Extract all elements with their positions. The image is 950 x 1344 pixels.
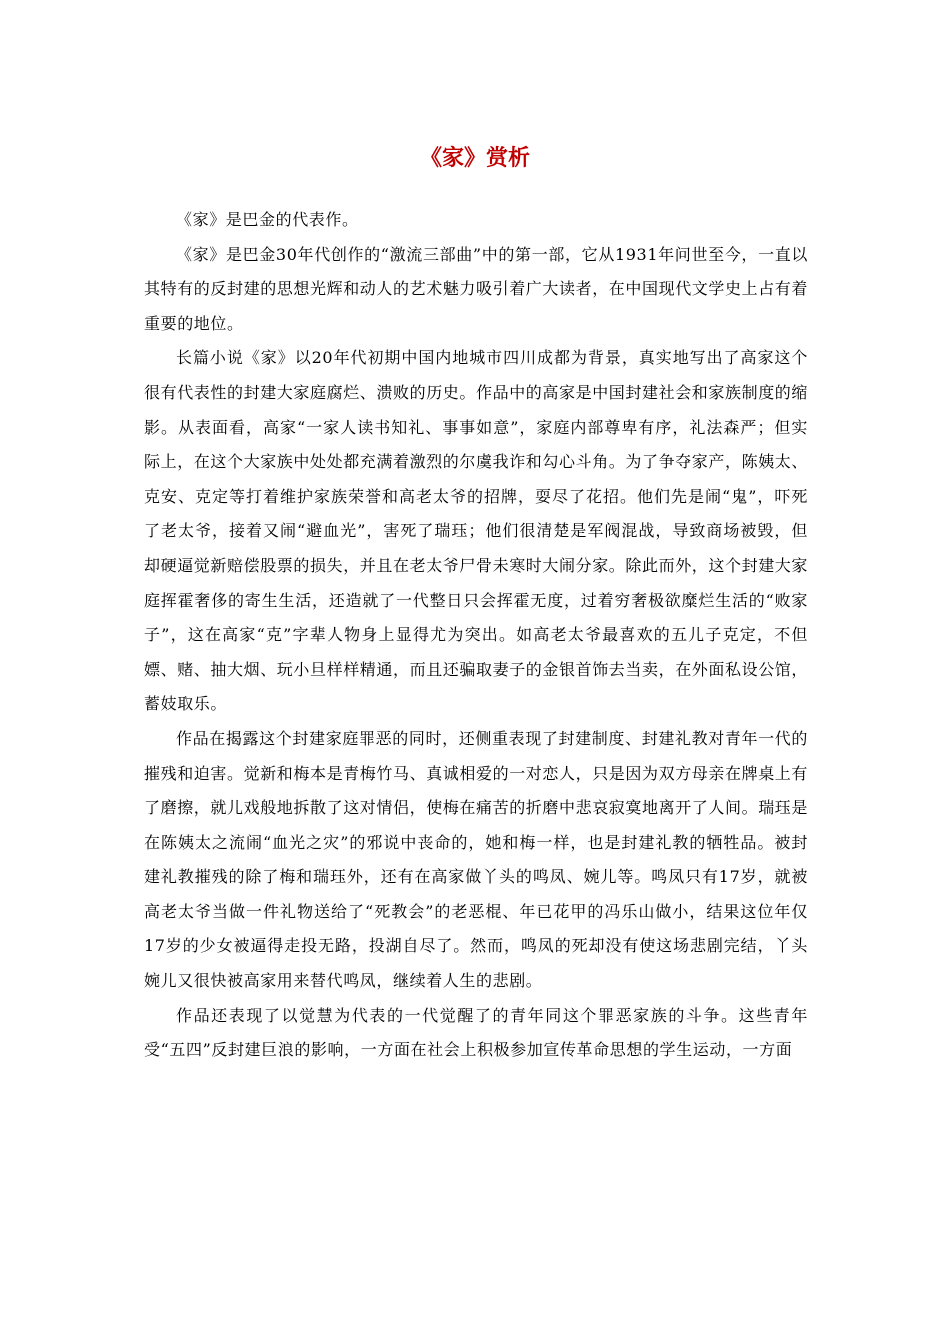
document-body <box>144 203 808 1068</box>
document-title: 《家》赏析 <box>419 145 530 171</box>
paragraph-1: 《家》是巴金的代表作。 <box>176 210 359 229</box>
paragraph-5: 作品还表现了以觉慧为代表的一代觉醒了的青年同这个罪恶家族的斗争。这些青年受“五四”反封建巨浪的影响，一方面在社会上积极参加宣传革命思想的学生运动，一方面 <box>144 1005 808 1060</box>
paragraph-2: 《家》是巴金30年代创作的“激流三部曲”中的第一部，它从1931年问世至今，一直以其特有的反封建的思想光辉和动人的艺术魅力吸引着广大读者，在中国现代文学史上占有着重要的地位。 <box>144 244 809 333</box>
paragraph-4: 作品在揭露这个封建家庭罪恶的同时，还侧重表现了封建制度、封建礼教对青年一代的摧残和迫害。觉新和梅本是青梅竹马、真诚相爱的一对恋人，只是因为双方母亲在牌桌上有了磨擦，就儿戏般地拆散了这对情侣，使梅在痛苦的折磨中悲哀寂寞地离开了人间。瑞珏是在陈姨太之流闹“血光之灾”的邪说中丧命的，她和梅一样，也是封建礼教的牺牲品。被封建礼教摧残的除了梅和瑞珏外，还有在高家做丫头的鸣凤、婉儿等。鸣凤只有17岁，就被高老太爷当做一件礼物送给了“死教会”的老恶棍、年已花甲的冯乐山做小，结果这位年仅17岁的少女被逼得走投无路，投湖自尽了。然而，鸣凤的死却没有使这场悲剧完结，丫头婉儿又很快被高家用来替代鸣凤，继续着人生的悲剧。 <box>144 728 809 991</box>
paragraph-3: 长篇小说《家》以20年代初期中国内地城市四川成都为背景，真实地写出了高家这个很有代表性的封建大家庭腐烂、溃败的历史。作品中的高家是中国封建社会和家族制度的缩影。从表面看，高家“一家人读书知礼、事事如意”，家庭内部尊卑有序，礼法森严；但实际上，在这个大家族中处处都充满着激烈的尔虞我诈和勾心斗角。为了争夺家产，陈姨太、克安、克定等打着维护家族荣誉和高老太爷的招牌，耍尽了花招。他们先是闹“鬼”，吓死了老太爷，接着又闹“避血光”，害死了瑞珏；他们很清楚是军阀混战，导致商场被毁，但却硬逼觉新赔偿股票的损失，并且在老太爷尸骨未寒时大闹分家。除此而外，这个封建大家庭挥霍奢侈的寄生生活，还造就了一代整日只会挥霍无度，过着穷奢极欲糜烂生活的“败家子”，这在高家“克”字辈人物身上显得尤为突出。如高老太爷最喜欢的五儿子克定，不但嫖、赌、抽大烟、玩小旦样样精通，而且还骗取妻子的金银首饰去当卖，在外面私设公馆，蓄妓取乐。 <box>144 348 809 714</box>
